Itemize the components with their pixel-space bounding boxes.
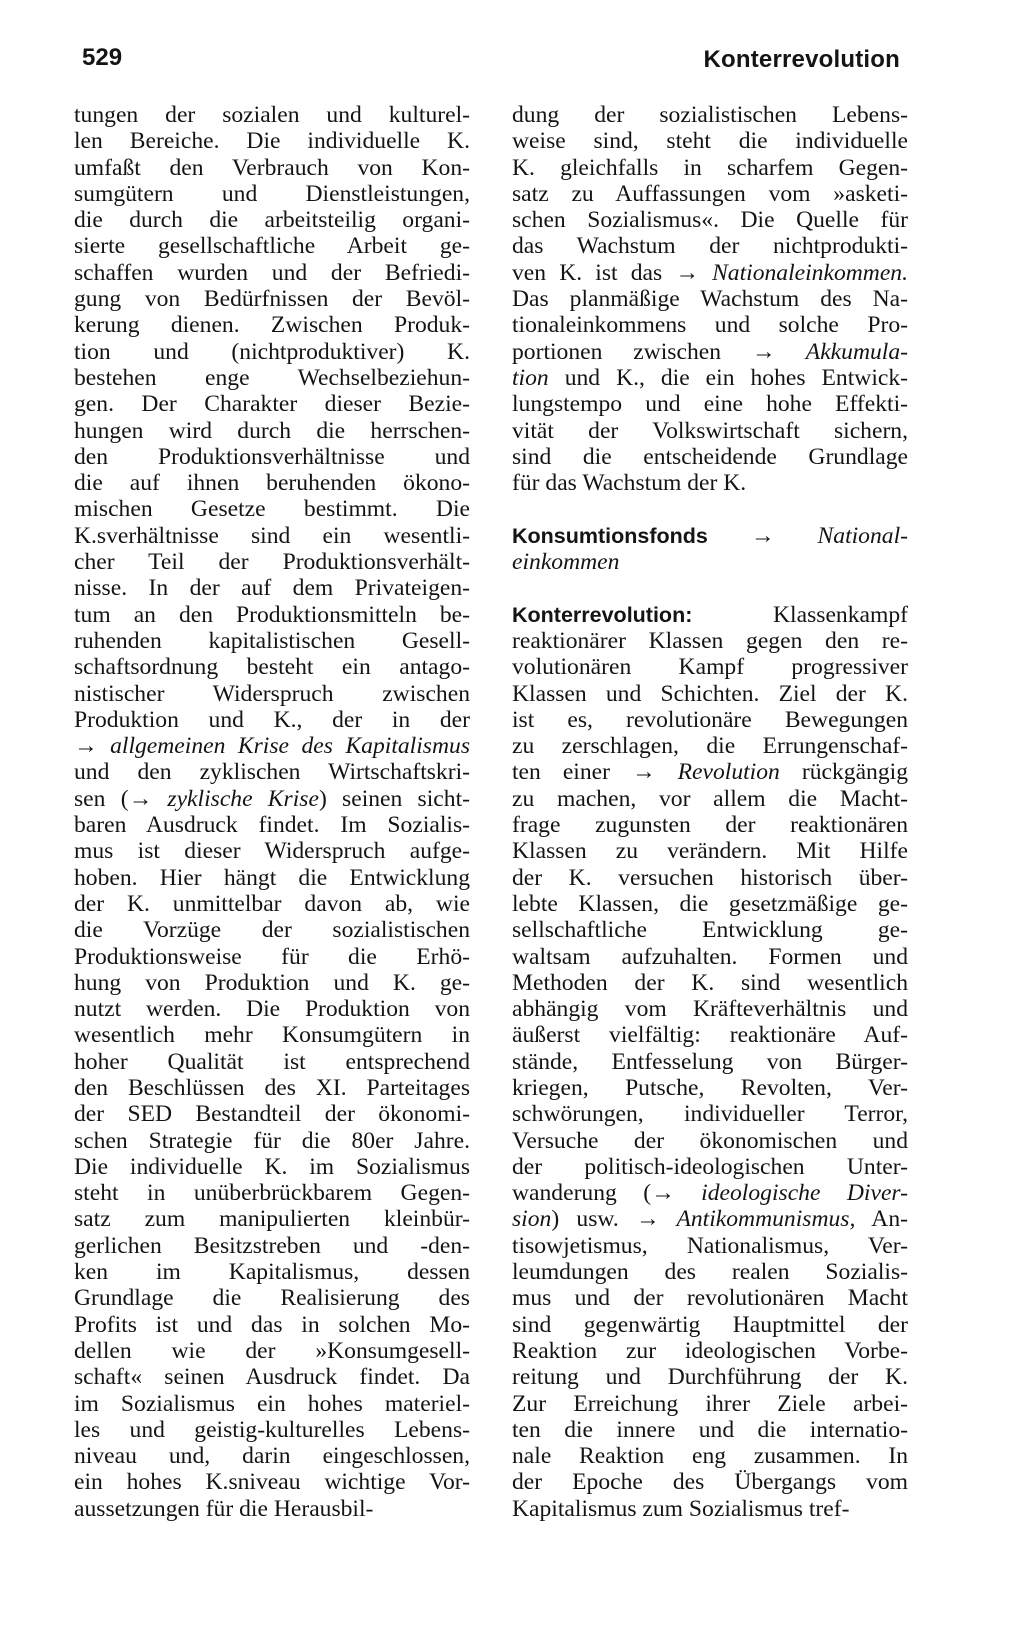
cross-reference[interactable]: → Nationaleinkommen. bbox=[675, 259, 908, 286]
cross-reference[interactable]: sion bbox=[512, 1206, 552, 1233]
text-line: len Bereiche. Die individuelle K. bbox=[74, 128, 470, 155]
text-line: reitung und Durchführung der K. bbox=[512, 1364, 908, 1391]
text-line: Methoden der K. sind wesentlich bbox=[512, 969, 908, 996]
text-line bbox=[74, 733, 470, 759]
text-fragment: Klassenkampf bbox=[692, 601, 908, 628]
cross-reference[interactable]: → Antikommunismus, bbox=[636, 1206, 856, 1233]
text-line: kerung dienen. Zwischen Produk- bbox=[74, 312, 470, 339]
text-fragment: ten einer bbox=[512, 759, 633, 786]
text-line: sellschaftliche Entwicklung ge- bbox=[512, 917, 908, 944]
text-line: Versuche der ökonomischen und bbox=[512, 1127, 908, 1154]
text-line: ken im Kapitalismus, dessen bbox=[74, 1259, 470, 1286]
text-line: baren Ausdruck findet. Im Sozialis- bbox=[74, 812, 470, 839]
text-line: ist es, revolutionäre Bewegungen bbox=[512, 706, 908, 733]
text-line: mus und der revolutionären Macht bbox=[512, 1285, 908, 1312]
left-column bbox=[74, 102, 470, 1522]
cross-reference[interactable]: → National- bbox=[750, 522, 908, 549]
text-line: hung von Produktion und K. ge- bbox=[74, 969, 470, 996]
text-line: nutzt werden. Die Produktion von bbox=[74, 996, 470, 1023]
text-line: zu machen, vor allem die Macht- bbox=[512, 785, 908, 812]
text-line: zu zerschlagen, die Errungenschaf- bbox=[512, 733, 908, 760]
text-line: aussetzungen für die Herausbil- bbox=[74, 1495, 374, 1522]
entry-term: Konterrevolution: bbox=[512, 602, 693, 627]
text-line: tisowjetismus, Nationalismus, Ver- bbox=[512, 1232, 908, 1259]
text-line: Die individuelle K. im Sozialismus bbox=[74, 1153, 470, 1180]
text-line: cher Teil der Produktionsverhält- bbox=[74, 549, 470, 576]
text-line: dellen wie der »Konsumgesell- bbox=[74, 1337, 470, 1364]
running-head: Konterrevolution bbox=[703, 46, 900, 73]
entry-gap bbox=[512, 575, 908, 601]
text-line: K.sverhältnisse sind ein wesentli- bbox=[74, 522, 470, 549]
text-line: reaktionärer Klassen gegen den re- bbox=[512, 627, 908, 654]
text-line: niveau und, darin eingeschlossen, bbox=[74, 1443, 470, 1470]
text-line bbox=[512, 365, 908, 391]
text-line: vität der Volkswirtschaft sichern, bbox=[512, 417, 908, 444]
text-line bbox=[74, 786, 470, 812]
text-line: Zur Erreichung ihrer Ziele arbei- bbox=[512, 1390, 908, 1417]
text-line: volutionären Kampf progressiver bbox=[512, 654, 908, 681]
text-line: tionaleinkommens und solche Pro- bbox=[512, 312, 908, 339]
text-line: schen Strategie für die 80er Jahre. bbox=[74, 1127, 470, 1154]
text-line: nistischer Widerspruch zwischen bbox=[74, 680, 470, 707]
text-fragment: und K., die ein hohes Entwick- bbox=[548, 364, 908, 391]
text-line: im Sozialismus ein hohes materiel- bbox=[74, 1390, 470, 1417]
text-line: ten die innere und die internatio- bbox=[512, 1416, 908, 1443]
cross-reference[interactable]: → ideologische Diver- bbox=[651, 1180, 908, 1207]
text-line: sind die entscheidende Grundlage bbox=[512, 443, 908, 470]
text-line: mus ist dieser Widerspruch aufge- bbox=[74, 838, 470, 865]
text-line: den Beschlüssen des XI. Parteitages bbox=[74, 1074, 470, 1101]
text-line: Produktion und K., der in der bbox=[74, 706, 470, 733]
cross-reference[interactable]: → Revolution bbox=[632, 759, 780, 786]
text-line: umfaßt den Verbrauch von Kon- bbox=[74, 154, 470, 181]
text-line bbox=[512, 549, 908, 575]
text-line: steht in unüberbrückbarem Gegen- bbox=[74, 1180, 470, 1207]
text-line bbox=[512, 1206, 908, 1232]
text-line: Das planmäßige Wachstum des Na- bbox=[512, 286, 908, 313]
text-line: schaftsordnung besteht ein antago- bbox=[74, 654, 470, 681]
text-line: sierte gesellschaftliche Arbeit ge- bbox=[74, 233, 470, 260]
text-line: kriegen, Putsche, Revolten, Ver- bbox=[512, 1074, 908, 1101]
text-line: satz zum manipulierten kleinbür- bbox=[74, 1206, 470, 1233]
entry-konterrevolution bbox=[512, 602, 908, 628]
right-lines-d bbox=[512, 628, 908, 759]
right-lines-f bbox=[512, 786, 908, 1180]
text-line: schen Sozialismus«. Die Quelle für bbox=[512, 207, 908, 234]
text-line: Profits ist und das in solchen Mo- bbox=[74, 1311, 470, 1338]
text-line: schaffen wurden und der Befriedi- bbox=[74, 259, 470, 286]
text-line: nisse. In der auf dem Privateigen- bbox=[74, 575, 470, 602]
text-fragment: ) seinen sicht- bbox=[318, 785, 470, 812]
left-lines-a bbox=[74, 102, 470, 733]
text-fragment: An- bbox=[855, 1206, 908, 1233]
text-line: hungen wird durch die herrschen- bbox=[74, 417, 470, 444]
cross-reference[interactable]: → zyklische Krise bbox=[128, 785, 319, 812]
entry-gap bbox=[512, 496, 908, 522]
cross-reference[interactable]: → Akkumula- bbox=[751, 338, 908, 365]
text-fragment: rückgängig bbox=[779, 759, 908, 786]
text-line: die durch die arbeitsteilig organi- bbox=[74, 207, 470, 234]
text-line: den Produktionsverhältnisse und bbox=[74, 443, 470, 470]
text-line: der politisch-ideologischen Unter- bbox=[512, 1153, 908, 1180]
text-fragment: ven K. ist das bbox=[512, 259, 676, 286]
text-line: Grundlage die Realisierung des bbox=[74, 1285, 470, 1312]
text-line: Klassen zu verändern. Mit Hilfe bbox=[512, 838, 908, 865]
text-line: satz zu Auffassungen vom »asketi- bbox=[512, 180, 908, 207]
text-line: tum an den Produktionsmitteln be- bbox=[74, 601, 470, 628]
text-line: leumdungen des realen Sozialis- bbox=[512, 1259, 908, 1286]
cross-reference[interactable]: einkommen bbox=[512, 549, 620, 576]
entry-konsumtionsfonds bbox=[512, 523, 908, 549]
text-line bbox=[512, 339, 908, 365]
text-line: Kapitalismus zum Sozialismus tref- bbox=[512, 1495, 850, 1522]
left-lines-b bbox=[74, 812, 470, 1522]
text-line: abhängig vom Kräfteverhältnis und bbox=[512, 996, 908, 1023]
text-line: bestehen enge Wechselbeziehun- bbox=[74, 364, 470, 391]
text-line: tion und (nichtproduktiver) K. bbox=[74, 338, 470, 365]
text-line: und den zyklischen Wirtschaftskri- bbox=[74, 759, 470, 786]
text-line: Klassen und Schichten. Ziel der K. bbox=[512, 680, 908, 707]
text-line: wesentlich mehr Konsumgütern in bbox=[74, 1022, 470, 1049]
text-line: gen. Der Charakter dieser Bezie- bbox=[74, 391, 470, 418]
cross-reference[interactable]: → allgemeinen Krise des Kapitalismus bbox=[74, 733, 470, 760]
text-line: ein hohes K.sniveau wichtige Vor- bbox=[74, 1469, 470, 1496]
text-fragment: ) usw. bbox=[551, 1206, 637, 1233]
page-number: 529 bbox=[82, 44, 123, 71]
entry-term: Konsumtionsfonds bbox=[512, 523, 708, 548]
right-lines-b bbox=[512, 286, 908, 339]
text-line: schwörungen, individueller Terror, bbox=[512, 1101, 908, 1128]
right-lines-c bbox=[512, 391, 908, 496]
text-fragment: wanderung ( bbox=[512, 1180, 652, 1207]
text-line: tungen der sozialen und kulturel- bbox=[74, 102, 470, 128]
text-line: weise sind, steht die individuelle bbox=[512, 128, 908, 155]
right-lines-i bbox=[512, 1233, 908, 1522]
text-line: mischen Gesetze bestimmt. Die bbox=[74, 496, 470, 523]
text-line: der K. versuchen historisch über- bbox=[512, 864, 908, 891]
text-fragment: sen ( bbox=[74, 785, 129, 812]
text-line: schaft« seinen Ausdruck findet. Da bbox=[74, 1364, 470, 1391]
text-line: hoher Qualität ist entsprechend bbox=[74, 1048, 470, 1075]
text-line bbox=[512, 1180, 908, 1206]
text-fragment: portionen zwischen bbox=[512, 338, 752, 365]
text-line: hoben. Hier hängt die Entwicklung bbox=[74, 864, 470, 891]
text-line: für das Wachstum der K. bbox=[512, 470, 747, 497]
text-line: lebte Klassen, die gesetzmäßige ge- bbox=[512, 890, 908, 917]
text-line: frage zugunsten der reaktionären bbox=[512, 812, 908, 839]
page-header bbox=[0, 44, 1024, 84]
text-line: gung von Bedürfnissen der Bevöl- bbox=[74, 286, 470, 313]
text-line: gerlichen Besitzstreben und -den- bbox=[74, 1232, 470, 1259]
text-line: ruhenden kapitalistischen Gesell- bbox=[74, 627, 470, 654]
right-column bbox=[512, 102, 908, 1522]
text-line: waltsam aufzuhalten. Formen und bbox=[512, 943, 908, 970]
text-line: K. gleichfalls in scharfem Gegen- bbox=[512, 154, 908, 181]
text-line: sind gegenwärtig Hauptmittel der bbox=[512, 1311, 908, 1338]
text-line bbox=[512, 260, 908, 286]
text-line: äußerst vielfältig: reaktionäre Auf- bbox=[512, 1022, 908, 1049]
text-line: der SED Bestandteil der ökonomi- bbox=[74, 1101, 470, 1128]
text-line: die Vorzüge der sozialistischen bbox=[74, 917, 470, 944]
cross-reference[interactable]: tion bbox=[512, 364, 549, 391]
text-line: der K. unmittelbar davon ab, wie bbox=[74, 890, 470, 917]
text-line: die auf ihnen beruhenden ökono- bbox=[74, 470, 470, 497]
text-line: dung der sozialistischen Lebens- bbox=[512, 102, 908, 128]
text-line: les und geistig-kulturelles Lebens- bbox=[74, 1416, 470, 1443]
right-lines-a bbox=[512, 102, 908, 260]
text-line: nale Reaktion eng zusammen. In bbox=[512, 1443, 908, 1470]
text-line: Produktionsweise für die Erhö- bbox=[74, 943, 470, 970]
text-line: das Wachstum der nichtprodukti- bbox=[512, 233, 908, 260]
text-line: Reaktion zur ideologischen Vorbe- bbox=[512, 1337, 908, 1364]
text-line: sumgütern und Dienstleistungen, bbox=[74, 180, 470, 207]
text-line bbox=[512, 759, 908, 785]
text-line: lungstempo und eine hohe Effekti- bbox=[512, 391, 908, 418]
text-line: der Epoche des Übergangs vom bbox=[512, 1469, 908, 1496]
text-line: stände, Entfesselung von Bürger- bbox=[512, 1048, 908, 1075]
